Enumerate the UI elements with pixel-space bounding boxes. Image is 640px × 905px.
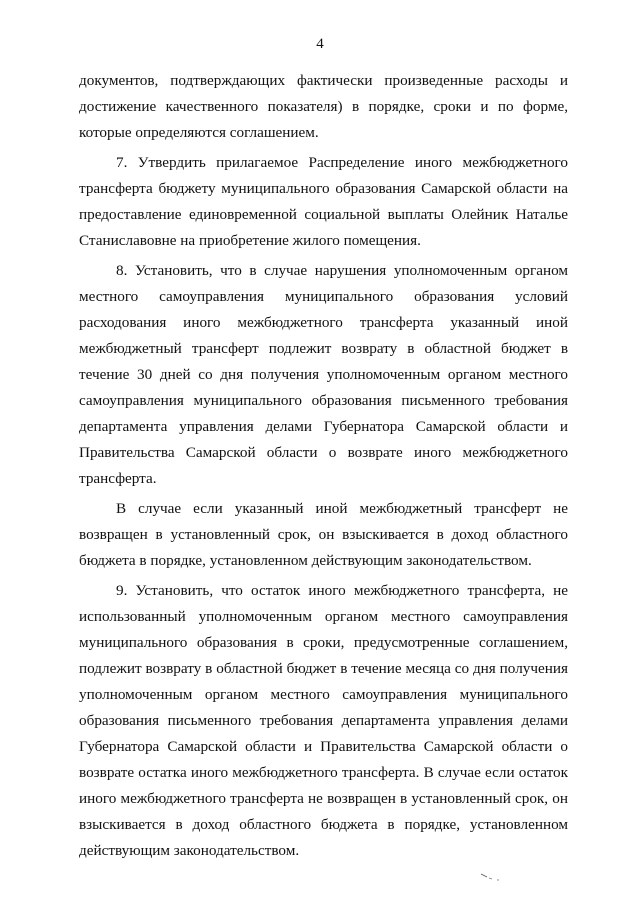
text-line: возврате остатка иного межбюджетного трансферта. В случае если остаток — [79, 764, 568, 781]
text-line: достижение качественного показателя) в порядке, сроки и по форме, — [79, 98, 568, 115]
text-line: действующим законодательством. — [79, 842, 300, 859]
text-line: В случае если указанный иной межбюджетный трансферт не — [116, 500, 568, 517]
text-line: которые определяются соглашением. — [79, 124, 319, 141]
paragraph-item-9 — [79, 578, 568, 864]
text-line: бюджета в порядке, установленном действующим законодательством. — [79, 552, 532, 569]
paragraph-item-7 — [79, 150, 568, 254]
text-line: трансферта бюджету муниципального образования Самарской области на — [79, 180, 568, 197]
text-line: расходования иного межбюджетного трансферта указанный иной — [79, 314, 568, 331]
text-line: Станиславовне на приобретение жилого помещения. — [79, 232, 421, 249]
page-number: 4 — [316, 36, 324, 52]
text-line: межбюджетный трансферт подлежит возврату в областной бюджет в — [79, 340, 568, 357]
text-line: местного самоуправления муниципального образования условий — [79, 288, 568, 305]
text-line: Правительства Самарской области о возврате иного межбюджетного — [79, 444, 568, 461]
text-line: иного межбюджетного трансферта не возвращен в установленный срок, он — [79, 790, 568, 807]
text-line: департамента управления делами Губернатора Самарской области и — [79, 418, 568, 435]
text-line: использованный уполномоченным органом местного самоуправления — [79, 608, 568, 625]
text-line: подлежит возврату в областной бюджет в течение месяца со дня получения — [79, 660, 568, 677]
text-line: предоставление единовременной социальной выплаты Олейник Наталье — [79, 206, 568, 223]
text-line: трансферта. — [79, 470, 157, 487]
text-line: 7. Утвердить прилагаемое Распределение иного межбюджетного — [116, 154, 568, 171]
text-line: самоуправления муниципального образования письменного требования — [79, 392, 568, 409]
text-line: образования письменного требования департамента управления делами — [79, 712, 568, 729]
scan-mark-decoration — [480, 872, 502, 882]
text-line: 8. Установить, что в случае нарушения уполномоченным органом — [116, 262, 568, 279]
text-line: документов, подтверждающих фактически произведенные расходы и — [79, 72, 568, 89]
document-body — [79, 68, 568, 864]
text-line: возвращен в установленный срок, он взыскивается в доход областного — [79, 526, 568, 543]
text-line: Губернатора Самарской области и Правительства Самарской области о — [79, 738, 568, 755]
text-line: муниципального образования в сроки, предусмотренные соглашением, — [79, 634, 568, 651]
paragraph-continuation — [79, 68, 568, 146]
paragraph-item-8-return — [79, 496, 568, 574]
text-line: 9. Установить, что остаток иного межбюджетного трансферта, не — [116, 582, 568, 599]
text-line: течение 30 дней со дня получения уполномоченным органом местного — [79, 366, 568, 383]
paragraph-item-8 — [79, 258, 568, 492]
text-line: уполномоченным органом местного самоуправления муниципального — [79, 686, 568, 703]
text-line: взыскивается в доход областного бюджета в порядке, установленном — [79, 816, 568, 833]
